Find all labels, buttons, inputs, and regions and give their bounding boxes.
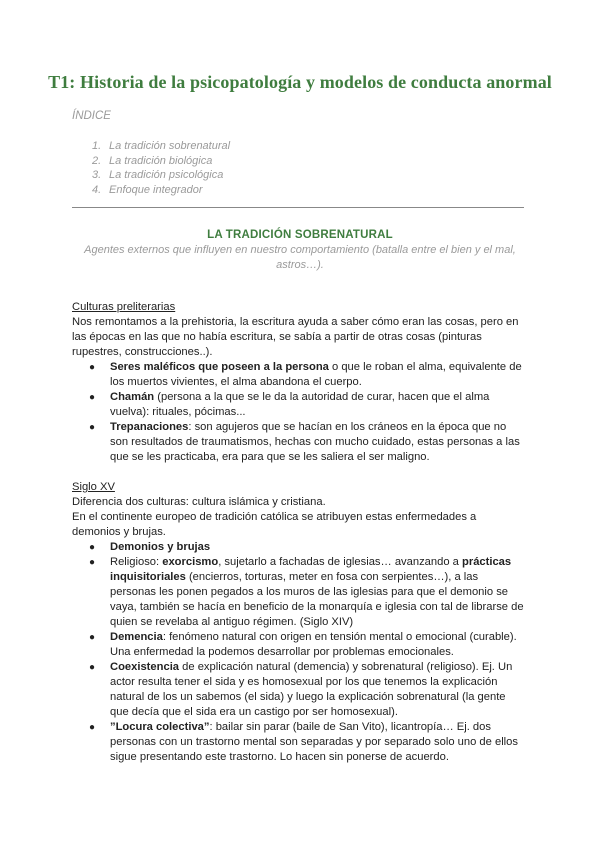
list-item: ● Demonios y brujas xyxy=(89,541,211,553)
index-item: 1. La tradición sobrenatural xyxy=(92,140,231,152)
list-item: ● Demencia: fenómeno natural con origen en tensión mental o emocional (curable). Una enfermedad la podemos desarrollar por problemas emocionales. xyxy=(89,631,517,658)
subsection-heading: Siglo XV xyxy=(72,481,115,493)
document-body xyxy=(72,300,524,765)
bullet-icon: ● xyxy=(89,422,96,433)
index-item: 3. La tradición psicológica xyxy=(92,169,224,182)
index-label: ÍNDICE xyxy=(72,110,111,122)
document-title: T1: Historia de la psicopatología y modelos de conducta anormal xyxy=(48,72,552,92)
list-item: ● Coexistencia de explicación natural (demencia) y sobrenatural (religioso). Ej. Un actor resulta tener el sida y es homosexual por los que tenemos la explicación natural de los un sabemos (el sida) y luego la explicación sobrenatural (la gente que decía que el sida era un castigo por ser homosexual). xyxy=(89,661,513,718)
bullet-list xyxy=(72,360,524,465)
list-item: ● Seres maléficos que poseen a la persona o que le roban el alma, equivalente de los muertos vivientes, el alma abandona el cuerpo. xyxy=(89,361,522,388)
horizontal-divider xyxy=(72,207,524,208)
bullet-icon: ● xyxy=(89,557,96,568)
list-item: ● Trepanaciones: son agujeros que se hacían en los cráneos en la época que no son resultados de traumatismos, hechas con mucho cuidado, estas personas a las que se les practicaba, era para que se les saliera el ser maligno. xyxy=(89,421,520,463)
list-item: ● Religioso: exorcismo, sujetarlo a fachadas de iglesias… avanzando a prácticas inquisitoriales (encierros, torturas, meter en fosa con serpientes…), a las personas les ponen pegados a los muros de las iglesias para que el demonio se vaya, también se hacía en beneficio de la monarquía e iglesia con tal de librarse de quien se revelaba al antiguo régimen. (Siglo XIV) xyxy=(89,556,524,628)
paragraph: Diferencia dos culturas: cultura islámica y cristiana. xyxy=(72,496,326,508)
bullet-icon: ● xyxy=(89,632,96,643)
bullet-icon: ● xyxy=(89,722,96,733)
list-item: ● ”Locura colectiva”: bailar sin parar (baile de San Vito), licantropía… Ej. dos personas con un trastorno mental son separadas y por separado solo uno de ellos sigue presentando este trastorno. Lo hacen sin ponerse de acuerdo. xyxy=(89,721,518,763)
index-list xyxy=(92,139,230,198)
section-title: LA TRADICIÓN SOBRENATURAL xyxy=(207,229,393,241)
index-item: 4. Enfoque integrador xyxy=(92,184,203,197)
paragraph: En el continente europeo de tradición católica se atribuyen estas enfermedades a demonios y brujas. xyxy=(72,511,477,538)
section-subtitle: Agentes externos que influyen en nuestro comportamiento (batalla entre el bien y el mal, astros…). xyxy=(84,244,516,271)
bullet-icon: ● xyxy=(89,362,96,373)
subsection-heading: Culturas preliterarias xyxy=(72,301,176,313)
list-item: ● Chamán (persona a la que se le da la autoridad de curar, hacen que el alma vuelva): rituales, pócimas... xyxy=(89,391,490,418)
bullet-icon: ● xyxy=(89,662,96,673)
bullet-icon: ● xyxy=(89,542,96,553)
bullet-icon: ● xyxy=(89,392,96,403)
paragraph: Nos remontamos a la prehistoria, la escritura ayuda a saber cómo eran las cosas, pero en las épocas en las que no había escritura, se sabía a partir de otras cosas (pinturas rupestres, construcciones..). xyxy=(72,316,519,358)
index-item: 2. La tradición biológica xyxy=(92,154,213,167)
bullet-list xyxy=(72,540,524,765)
